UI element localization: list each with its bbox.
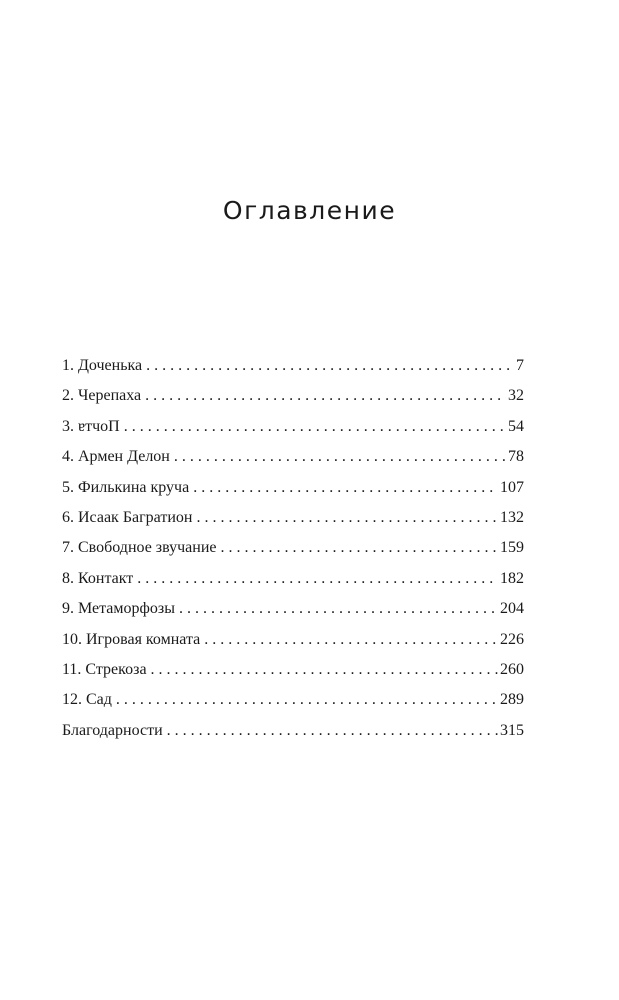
dot-leader <box>145 381 506 411</box>
toc-entry-page: 159 <box>500 539 524 557</box>
dot-leader <box>193 473 498 503</box>
dot-leader <box>179 594 498 624</box>
toc-entry-page: 107 <box>500 478 524 496</box>
dot-leader <box>204 625 498 655</box>
toc-entry-label: 6. Исаак Багратион <box>62 508 193 526</box>
dot-leader <box>151 655 498 685</box>
dot-leader <box>116 685 498 715</box>
toc-entry-label: 12. Сад <box>62 691 112 709</box>
toc-entry-label: 3. ɐтчоП <box>62 417 120 435</box>
toc-entry-page: 7 <box>516 357 524 374</box>
toc-entry-page: 54 <box>508 417 524 435</box>
toc-entry-page: 182 <box>500 569 524 587</box>
toc-entry-page: 315 <box>500 721 524 739</box>
toc-entry-page: 132 <box>500 508 524 526</box>
toc-entry <box>62 381 524 411</box>
toc-entry-label: 4. Армен Делон <box>62 448 170 466</box>
toc-entry-label: 1. Доченька <box>62 357 143 374</box>
toc-entry-page: 289 <box>500 691 524 709</box>
page-title: Оглавление <box>222 196 397 225</box>
dot-leader <box>174 442 506 472</box>
toc-entry <box>62 564 524 594</box>
toc-entry <box>62 442 524 472</box>
table-of-contents <box>62 351 524 746</box>
toc-entry-label: 8. Контакт <box>62 569 134 587</box>
toc-entry-page: 226 <box>500 630 524 648</box>
toc-entry-page: 260 <box>500 660 524 678</box>
toc-entry <box>62 503 524 533</box>
toc-entry <box>62 625 524 655</box>
toc-entry-label: 5. Филькина круча <box>62 478 190 496</box>
dot-leader <box>221 533 499 563</box>
dot-leader <box>137 564 498 594</box>
toc-entry-label: Благодарности <box>62 721 163 739</box>
toc-entry-label: 11. Стрекоза <box>62 660 147 678</box>
toc-entry-label: 10. Игровая комната <box>62 630 201 648</box>
toc-entry <box>62 594 524 624</box>
toc-entry-page: 32 <box>508 387 524 405</box>
dot-leader <box>124 412 506 442</box>
toc-entry <box>62 473 524 503</box>
toc-entry-page: 204 <box>500 600 524 618</box>
toc-entry <box>62 351 524 381</box>
toc-entry-label: 7. Свободное звучание <box>62 539 217 557</box>
toc-entry-page: 78 <box>508 448 524 466</box>
toc-entry-label: 9. Метаморфозы <box>62 600 175 618</box>
toc-entry <box>62 685 524 715</box>
dot-leader <box>196 503 498 533</box>
toc-entry-label: 2. Черепаха <box>62 387 142 405</box>
toc-entry <box>62 533 524 563</box>
dot-leader <box>167 716 498 746</box>
toc-entry <box>62 655 524 685</box>
dot-leader <box>146 351 514 381</box>
toc-entry <box>62 716 524 746</box>
toc-entry <box>62 412 524 442</box>
